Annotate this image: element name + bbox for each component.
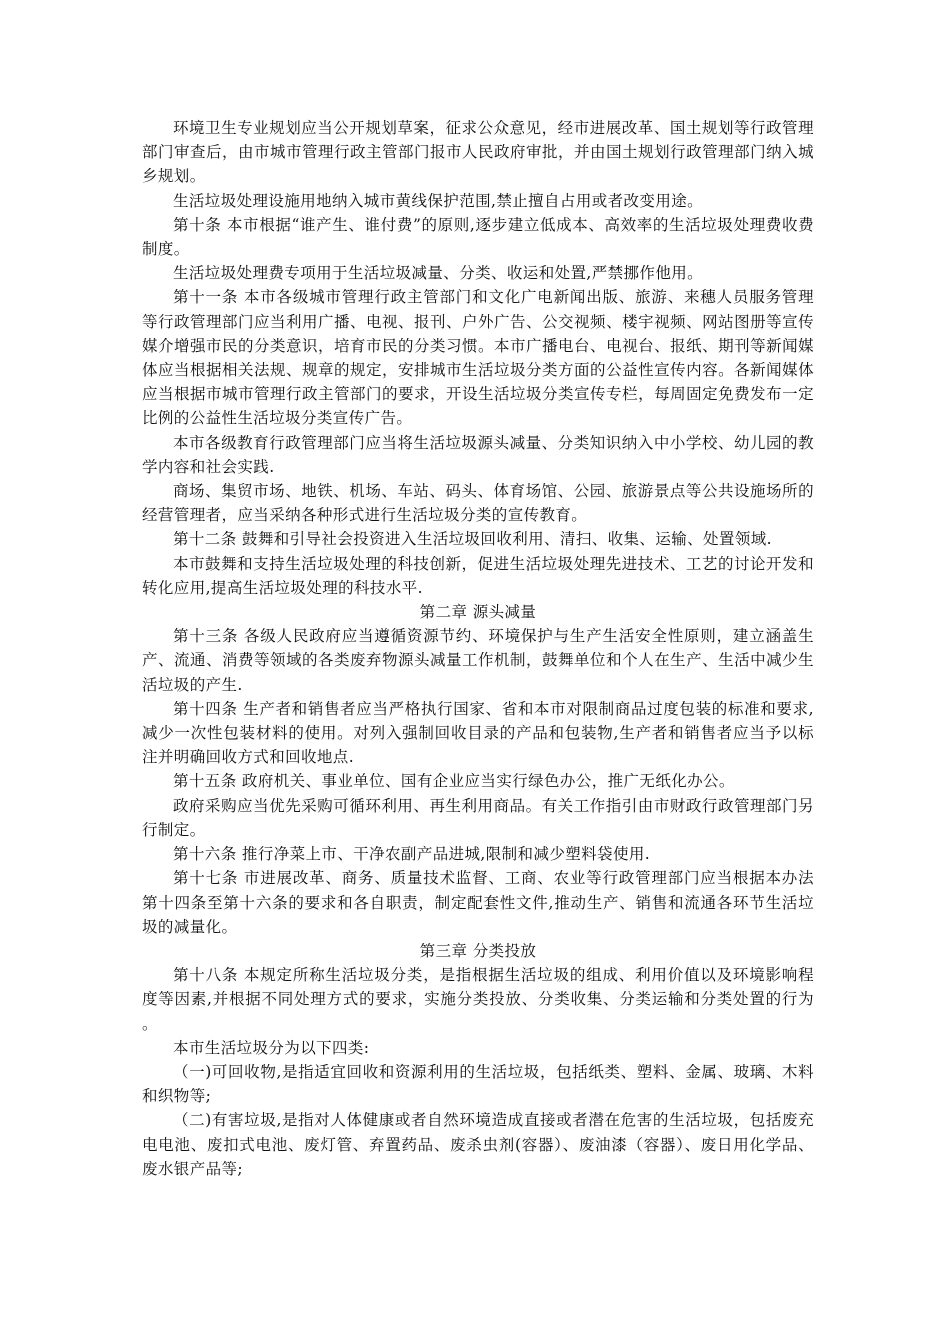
paragraph: 本市鼓舞和支持生活垃圾处理的科技创新，促进生活垃圾处理先进技术、工艺的讨论开发和转化应用,提高生活垃圾处理的科技水平. [142,554,814,597]
paragraph: 第十二条 鼓舞和引导社会投资进入生活垃圾回收利用、清扫、收集、运输、处置领域. [173,530,772,549]
paragraph: （二)有害垃圾,是指对人体健康或者自然环境造成直接或者潜在危害的生活垃圾，包括废充电电池、废扣式电池、废灯管、弃置药品、废杀虫剂(容器）、废油漆（容器）、废日用化学品、废水银产品等; [142,1111,815,1178]
paragraph: 第十四条 生产者和销售者应当严格执行国家、省和本市对限制商品过度包装的标准和要求,减少一次性包装材料的使用。对列入强制回收目录的产品和包装物,生产者和销售者应当予以标注并明确回收方式和回收地点. [142,699,814,767]
paragraph: 生活垃圾处理费专项用于生活垃圾减量、分类、收运和处置,严禁挪作他用。 [173,264,704,283]
paragraph: 生活垃圾处理设施用地纳入城市黄线保护范围,禁止擅自占用或者改变用途。 [173,191,704,210]
paragraph: （一)可回收物,是指适宜回收和资源利用的生活垃圾，包括纸类、塑料、金属、玻璃、木料和织物等; [142,1062,814,1106]
paragraph: 环境卫生专业规划应当公开规划草案，征求公众意见，经市进展改革、国土规划等行政管理部门审查后，由市城市管理行政主管部门报市人民政府审批，并由国土规划行政管理部门纳入城乡规划。 [142,119,814,186]
paragraph: 第十一条 本市各级城市管理行政主管部门和文化广电新闻出版、旅游、来穗人员服务管理等行政管理部门应当利用广播、电视、报刊、户外广告、公交视频、楼宇视频、网站图册等宣传媒介增强市民的分类意识，培育市民的分类习惯。本市广播电台、电视台、报纸、期刊等新闻媒体应当根据相关法规、规章的规定，安排城市生活垃圾分类方面的公益性宣传内容。各新闻媒体应当根据市城市管理行政主管部门的要求，开设生活垃圾分类宣传专栏，每周固定免费发布一定比例的公益性生活垃圾分类宣传广告。 [142,288,814,428]
paragraph: 第十七条 市进展改革、商务、质量技术监督、工商、农业等行政管理部门应当根据本办法第十四条至第十六条的要求和各自职责，制定配套性文件,推动生产、销售和流通各环节生活垃圾的减量化。 [142,869,814,936]
paragraph: 本市生活垃圾分为以下四类: [173,1038,370,1057]
paragraph: 第十六条 推行净菜上市、干净农副产品进城,限制和减少塑料袋使用. [173,845,651,864]
paragraph: 政府采购应当优先采购可循环利用、再生利用商品。有关工作指引由市财政行政管理部门另行制定。 [142,796,814,839]
document-page [142,116,814,1181]
paragraph: 商场、集贸市场、地铁、机场、车站、码头、体育场馆、公园、旅游景点等公共设施场所的经营管理者，应当采纳各种形式进行生活垃圾分类的宣传教育。 [142,482,814,525]
chapter-heading: 第二章 源头减量 [419,603,537,622]
chapter-heading: 第三章 分类投放 [419,941,537,960]
paragraph: 第十五条 政府机关、事业单位、国有企业应当实行绿色办公，推广无纸化办公。 [173,772,735,791]
paragraph: 第十条 本市根据“谁产生、谁付费”的原则,逐步建立低成本、高效率的生活垃圾处理费收费制度。 [142,215,814,259]
paragraph: 第十三条 各级人民政府应当遵循资源节约、环境保护与生产生活安全性原则，建立涵盖生产、流通、消费等领域的各类废弃物源头减量工作机制，鼓舞单位和个人在生产、生活中减少生活垃圾的产生. [142,627,814,694]
paragraph: 第十八条 本规定所称生活垃圾分类，是指根据生活垃圾的组成、利用价值以及环境影响程度等因素,并根据不同处理方式的要求，实施分类投放、分类收集、分类运输和分类处置的行为。 [142,966,814,1033]
paragraph: 本市各级教育行政管理部门应当将生活垃圾源头减量、分类知识纳入中小学校、幼儿园的教学内容和社会实践. [142,433,814,476]
